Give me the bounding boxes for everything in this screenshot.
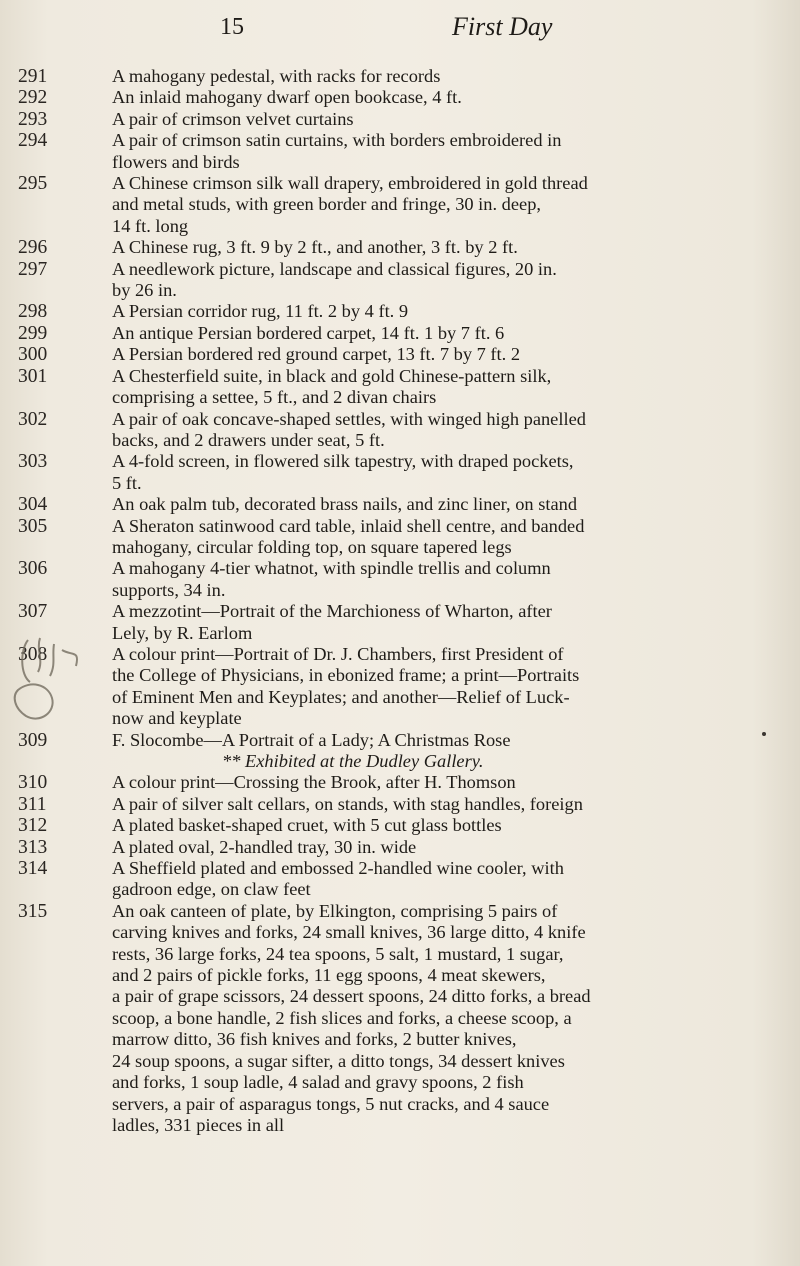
lot-description — [72, 516, 708, 559]
lot-description-line: a pair of grape scissors, 24 dessert spoons, 24 ditto forks, a bread — [112, 986, 591, 1007]
lot-entry — [0, 730, 800, 773]
lot-number: 307 — [18, 601, 48, 623]
lot-description — [72, 901, 708, 1136]
lot-description-line: by 26 in. — [112, 280, 177, 301]
lot-entry — [0, 815, 800, 836]
lot-description — [72, 451, 708, 494]
lot-number: 309 — [18, 729, 48, 751]
lot-description — [72, 237, 708, 258]
lot-entry — [0, 109, 800, 130]
lot-description-line: A needlework picture, landscape and classical figures, 20 in. — [112, 258, 557, 279]
lot-number: 294 — [18, 130, 48, 152]
lot-description-line: A Sheraton satinwood card table, inlaid shell centre, and banded — [112, 515, 585, 536]
lot-entry — [0, 301, 800, 322]
lot-description-line: backs, and 2 drawers under seat, 5 ft. — [112, 429, 385, 450]
lot-number: 300 — [18, 344, 48, 366]
lot-description — [72, 794, 708, 815]
lot-description-line: 5 ft. — [112, 472, 142, 493]
lot-description-line: A Persian corridor rug, 11 ft. 2 by 4 ft. 9 — [112, 301, 409, 322]
lot-description-line: A colour print—Crossing the Brook, after H. Thomson — [112, 772, 516, 793]
lot-description — [72, 323, 708, 344]
page-number: 15 — [220, 14, 244, 40]
lot-number: 301 — [18, 365, 48, 387]
lot-entry — [0, 794, 800, 815]
lot-description — [72, 301, 708, 322]
lot-description-line: A pair of silver salt cellars, on stands, with stag handles, foreign — [112, 793, 583, 814]
lot-number: 304 — [18, 494, 48, 516]
lot-description — [72, 366, 708, 409]
lot-number: 305 — [18, 515, 48, 537]
lot-description — [72, 601, 708, 644]
lot-number: 299 — [18, 322, 48, 344]
lot-number: 292 — [18, 87, 48, 109]
lot-description-line: An antique Persian bordered carpet, 14 ft. 1 by 7 ft. 6 — [112, 322, 505, 343]
lot-description-line: A Chesterfield suite, in black and gold Chinese-pattern silk, — [112, 365, 552, 386]
lot-description — [72, 109, 708, 130]
lot-number: 308 — [18, 643, 48, 665]
lot-number: 315 — [18, 900, 48, 922]
lot-number: 313 — [18, 836, 48, 858]
lot-number: 298 — [18, 301, 48, 323]
lot-description-line: A plated oval, 2-handled tray, 30 in. wide — [112, 836, 417, 857]
lot-number: 295 — [18, 173, 48, 195]
lot-entry — [0, 130, 800, 173]
lot-description-line: gadroon edge, on claw feet — [112, 879, 311, 900]
lot-description-line: A plated basket-shaped cruet, with 5 cut glass bottles — [112, 815, 502, 836]
lot-description-line: now and keyplate — [112, 708, 242, 729]
lot-entry — [0, 837, 800, 858]
lot-description — [72, 87, 708, 108]
lot-description — [72, 772, 708, 793]
lot-description — [72, 259, 708, 302]
handwritten-margin-mark — [0, 620, 110, 730]
lot-entry — [0, 66, 800, 87]
lot-description-line: ladles, 331 pieces in all — [112, 1114, 285, 1135]
lot-description-line: An inlaid mahogany dwarf open bookcase, 4 ft. — [112, 87, 462, 108]
lot-description-line: supports, 34 in. — [112, 579, 226, 600]
lot-description — [72, 173, 708, 237]
lot-entry — [0, 259, 800, 302]
lot-number: 291 — [18, 66, 48, 87]
lot-description-line: A pair of crimson satin curtains, with borders embroidered in — [112, 130, 562, 151]
lot-description — [72, 344, 708, 365]
lot-description-line: A Chinese crimson silk wall drapery, embroidered in gold thread — [112, 173, 588, 194]
lot-description-line: A mahogany 4-tier whatnot, with spindle trellis and column — [112, 558, 551, 579]
lot-description — [72, 558, 708, 601]
lot-description-line: and forks, 1 soup ladle, 4 salad and gravy spoons, 2 fish — [112, 1072, 524, 1093]
lot-entry — [0, 409, 800, 452]
lot-description-line: A mahogany pedestal, with racks for records — [112, 66, 441, 86]
lot-description — [72, 130, 708, 173]
running-title: First Day — [452, 12, 553, 41]
lot-description-line: A Persian bordered red ground carpet, 13 ft. 7 by 7 ft. 2 — [112, 344, 521, 365]
lot-description-line: A mezzotint—Portrait of the Marchioness of Wharton, after — [112, 601, 552, 622]
lot-description-line: servers, a pair of asparagus tongs, 5 nut cracks, and 4 sauce — [112, 1093, 550, 1114]
lot-description-line: A pair of oak concave-shaped settles, with winged high panelled — [112, 408, 586, 429]
lot-description — [72, 730, 708, 773]
lot-description-line: A colour print—Portrait of Dr. J. Chambers, first President of — [112, 643, 564, 664]
lot-number: 296 — [18, 237, 48, 259]
page-header — [0, 8, 800, 48]
lot-entry — [0, 516, 800, 559]
lot-entry — [0, 494, 800, 515]
lot-entry — [0, 772, 800, 793]
lot-description-line: A Sheffield plated and embossed 2-handled wine cooler, with — [112, 858, 564, 879]
lot-description-line: An oak palm tub, decorated brass nails, and zinc liner, on stand — [112, 494, 578, 515]
lot-description — [72, 409, 708, 452]
lot-description — [72, 837, 708, 858]
lot-entry — [0, 366, 800, 409]
lot-entry — [0, 644, 800, 730]
lot-description-line: 24 soup spoons, a sugar sifter, a ditto tongs, 34 dessert knives — [112, 1050, 565, 1071]
lot-description-line: An oak canteen of plate, by Elkington, comprising 5 pairs of — [112, 900, 558, 921]
lot-description-line: A pair of crimson velvet curtains — [112, 108, 354, 129]
lot-number: 310 — [18, 772, 48, 794]
lot-number: 306 — [18, 558, 48, 580]
lot-description-line: flowers and birds — [112, 151, 240, 172]
lot-number: 297 — [18, 258, 48, 280]
lot-description-line: A Chinese rug, 3 ft. 9 by 2 ft., and another, 3 ft. by 2 ft. — [112, 237, 518, 258]
lot-entry — [0, 173, 800, 237]
lot-description-line: rests, 36 large forks, 24 tea spoons, 5 salt, 1 mustard, 1 sugar, — [112, 943, 564, 964]
lot-description-line: A 4-fold screen, in flowered silk tapestry, with draped pockets, — [112, 451, 574, 472]
lot-description-line: the College of Physicians, in ebonized frame; a print—Portraits — [112, 665, 580, 686]
lot-description-line: F. Slocombe—A Portrait of a Lady; A Christmas Rose — [112, 729, 511, 750]
lot-description-line: carving knives and forks, 24 small knives, 36 large ditto, 4 knife — [112, 922, 586, 943]
lot-description — [72, 858, 708, 901]
lot-number: 293 — [18, 108, 48, 130]
lot-entry — [0, 344, 800, 365]
lot-description-line: of Eminent Men and Keyplates; and another—Relief of Luck- — [112, 686, 570, 707]
lot-description-line: Lely, by R. Earlom — [112, 622, 253, 643]
lot-description-line: comprising a settee, 5 ft., and 2 divan chairs — [112, 387, 437, 408]
lot-entry — [0, 451, 800, 494]
lot-entry — [0, 558, 800, 601]
lot-entry — [0, 237, 800, 258]
lot-description-line: scoop, a bone handle, 2 fish slices and forks, a cheese scoop, a — [112, 1007, 572, 1028]
lot-list — [0, 66, 800, 1136]
lot-description-line: and metal studs, with green border and fringe, 30 in. deep, — [112, 194, 541, 215]
lot-description — [72, 494, 708, 515]
lot-description-line: and 2 pairs of pickle forks, 11 egg spoons, 4 meat skewers, — [112, 965, 546, 986]
lot-description — [72, 815, 708, 836]
lot-entry — [0, 858, 800, 901]
lot-note: ** Exhibited at the Dudley Gallery. — [222, 751, 484, 771]
lot-entry — [0, 601, 800, 644]
lot-number: 312 — [18, 815, 48, 837]
lot-entry — [0, 87, 800, 108]
lot-number: 311 — [18, 793, 47, 815]
lot-description-line: marrow ditto, 36 fish knives and forks, 2 butter knives, — [112, 1029, 517, 1050]
lot-entry — [0, 901, 800, 1136]
lot-number: 302 — [18, 408, 48, 430]
lot-description-line: 14 ft. long — [112, 215, 189, 236]
lot-entry — [0, 323, 800, 344]
lot-description-line: mahogany, circular folding top, on square tapered legs — [112, 536, 512, 557]
lot-number: 303 — [18, 451, 48, 473]
lot-number: 314 — [18, 858, 48, 880]
lot-description — [72, 644, 708, 730]
lot-description — [72, 66, 708, 87]
margin-dot — [762, 732, 766, 736]
